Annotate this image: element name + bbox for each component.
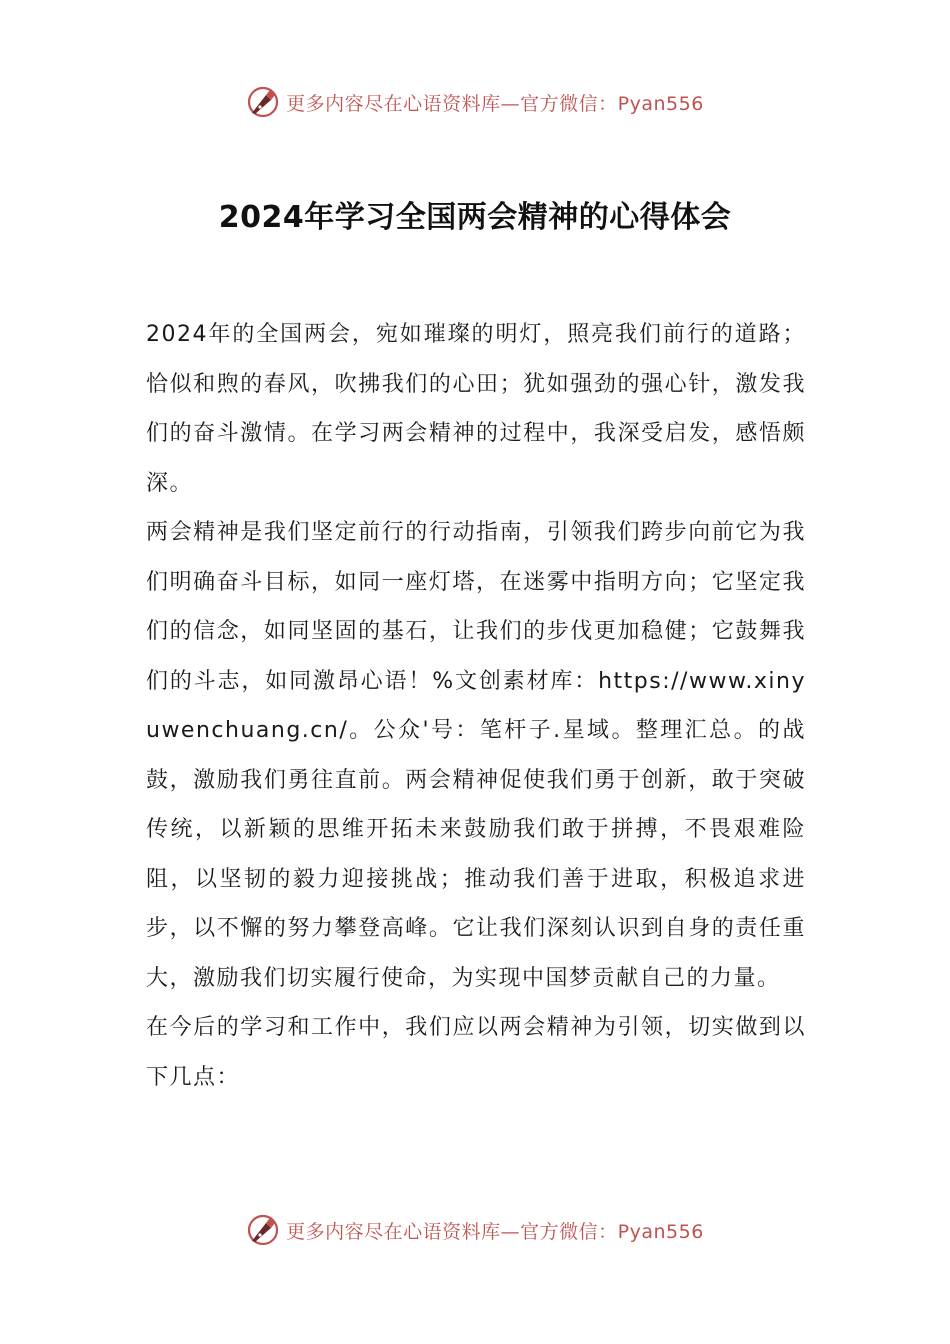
paragraph-3: 在今后的学习和工作中，我们应以两会精神为引领，切实做到以下几点： (146, 1015, 806, 1090)
footer-banner-text (286, 1217, 704, 1244)
footer-wechat-id: Pyan556 (617, 1220, 704, 1243)
paragraph-1: 2024年的全国两会，宛如璀璨的明灯，照亮我们前行的道路；恰似和煦的春风，吹拂我们的心田；犹如强劲的强心针，激发我们的奋斗激情。在学习两会精神的过程中，我深受启发，感悟颇深。 (146, 322, 806, 496)
header-banner-text (286, 89, 704, 116)
footer-banner (0, 1210, 950, 1250)
header-wechat-id: Pyan556 (617, 92, 704, 115)
header-banner-slogan: 更多内容尽在心语资料库—官方微信： (286, 92, 618, 115)
header-banner (0, 82, 950, 122)
document-title: 2024年学习全国两会精神的心得体会 (218, 200, 732, 236)
pen-nib-logo-icon (246, 85, 280, 119)
paragraph-2: 两会精神是我们坚定前行的行动指南，引领我们跨步向前它为我们明确奋斗目标，如同一座灯塔，在迷雾中指明方向；它坚定我们的信念，如同坚固的基石，让我们的步伐更加稳健；它鼓舞我们的斗志，如同激昂心语！%文创素材库：https://www.xinyuwenchuang.cn/。公众'号：笔杆子.星域。整理汇总。的战鼓，激励我们勇往直前。两会精神促使我们勇于创新，敢于突破传统，以新颖的思维开拓未来鼓励我们敢于拼搏，不畏艰难险阻，以坚韧的毅力迎接挑战；推动我们善于进取，积极追求进步，以不懈的努力攀登高峰。它让我们深刻认识到自身的责任重大，激励我们切实履行使命，为实现中国梦贡献自己的力量。 (146, 520, 806, 991)
pen-nib-logo-icon (246, 1213, 280, 1247)
document-body (146, 310, 806, 1102)
footer-banner-slogan: 更多内容尽在心语资料库—官方微信： (286, 1220, 618, 1243)
